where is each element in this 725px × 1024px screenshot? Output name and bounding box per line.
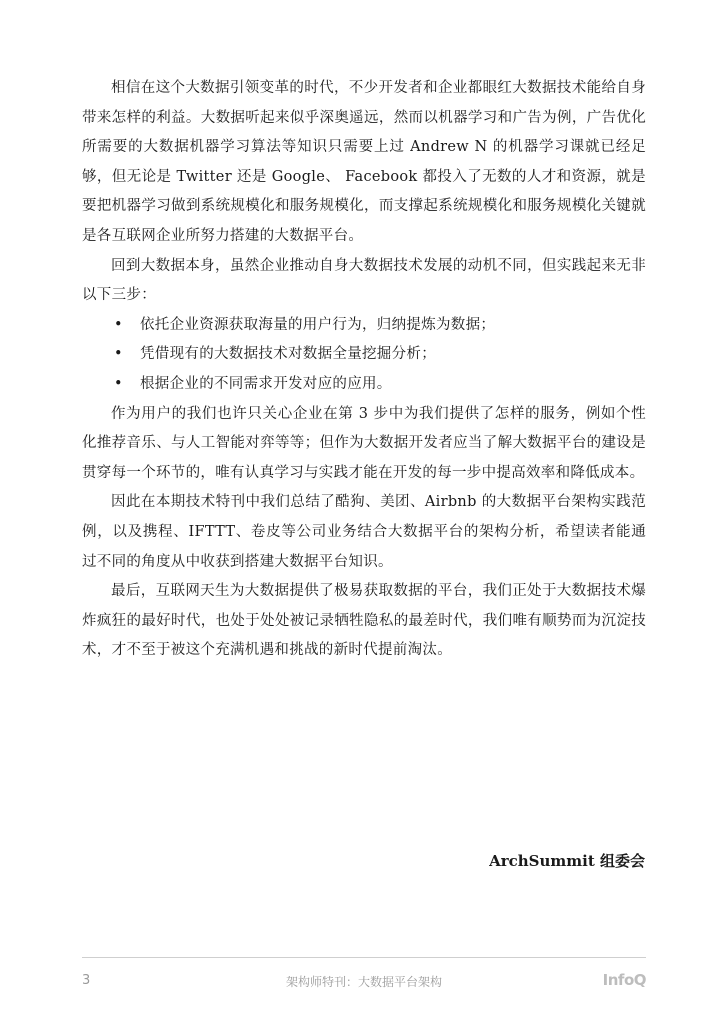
- signature: ArchSummit 组委会: [489, 852, 645, 870]
- list-item: [82, 311, 646, 341]
- list-item: [82, 370, 646, 400]
- bullet-icon: •: [114, 316, 123, 333]
- bullet-icon: •: [114, 375, 123, 392]
- list-item-text: 凭借现有的大数据技术对数据全量挖掘分析；: [140, 346, 436, 363]
- running-title: 架构师特刊：大数据平台架构: [285, 975, 442, 989]
- list-item-text: 依托企业资源获取海量的用户行为，归纳提炼为数据；: [140, 316, 496, 333]
- bullet-icon: •: [114, 346, 123, 363]
- paragraph-user-view: 作为用户的我们也许只关心企业在第 3 步中为我们提供了怎样的服务，例如个性化推荐音乐、与人工智能对弈等等；但作为大数据开发者应当了解大数据平台的建设是贯穿每一个环节的，唯有认真学习与实践才能在开发的每一步中提高效率和降低成本。: [82, 405, 646, 481]
- list-item: [82, 340, 646, 370]
- paragraph-issue-summary: 因此在本期技术特刊中我们总结了酷狗、美团、Airbnb 的大数据平台架构实践范例，以及携程、IFTTT、卷皮等公司业务结合大数据平台的架构分析，希望读者能通过不同的角度从中收获到搭建大数据平台知识。: [82, 494, 646, 570]
- paragraph-conclusion: 最后，互联网天生为大数据提供了极易获取数据的平台，我们正处于大数据技术爆炸疯狂的最好时代，也处于处处被记录牺牲隐私的最差时代，我们唯有顺势而为沉淀技术，才不至于被这个充满机遇和挑战的新时代提前淘汰。: [82, 583, 646, 659]
- footer-divider: [82, 957, 646, 958]
- page-footer: [82, 971, 646, 993]
- paragraph-intro: 相信在这个大数据引领变革的时代，不少开发者和企业都眼红大数据技术能给自身带来怎样的利益。大数据听起来似乎深奥遥远，然而以机器学习和广告为例，广告优化所需要的大数据机器学习算法等知识只需要上过 Andrew N 的机器学习课就已经足够，但无论是 Twitter 还是 Google、 Facebook 都投入了无数的人才和资源，就是要把机器学习做到系统规模化和服务规模化，而支撑起系统规模化和服务规模化关键就是各互联网企业所努力搭建的大数据平台。: [82, 80, 646, 244]
- page-number: 3: [82, 973, 91, 988]
- paragraph-steps-intro: 回到大数据本身，虽然企业推动自身大数据技术发展的动机不同，但实践起来无非以下三步：: [82, 257, 646, 304]
- list-item-text: 根据企业的不同需求开发对应的应用。: [140, 375, 392, 392]
- steps-list: [82, 311, 646, 400]
- article-body: [82, 74, 646, 666]
- infoq-logo: InfoQ: [602, 971, 646, 989]
